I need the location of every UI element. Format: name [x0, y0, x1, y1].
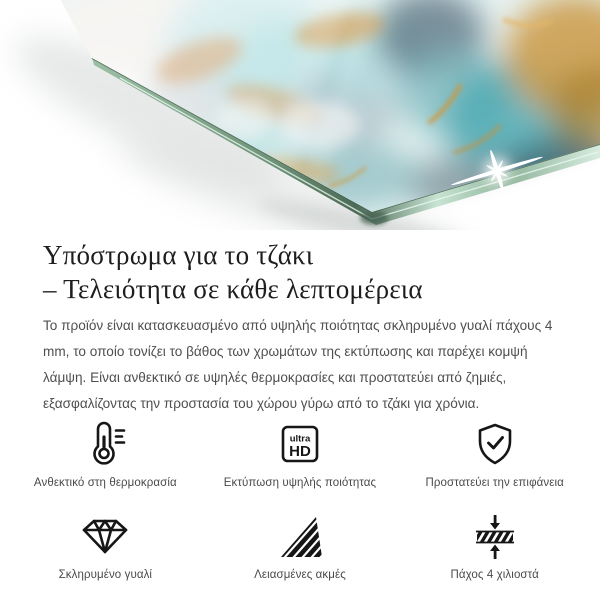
feature-label: Λειασμένες ακμές — [254, 569, 346, 581]
ultra-label: ultra — [289, 433, 311, 445]
glass-panel-illustration — [0, 0, 600, 230]
feature-tempered-glass — [8, 511, 203, 581]
thermometer-icon — [8, 419, 203, 469]
feature-temperature-resistant — [8, 419, 203, 489]
feature-label: Πάχος 4 χιλιοστά — [450, 569, 539, 581]
title-line-2: – Τελειότητα σε κάθε λεπτομέρεια — [43, 274, 423, 304]
product-description-text: Το προϊόν είναι κατασκευασμένο από υψηλής ποιότητας σκληρυμένο γυαλί πάχους 4 mm, το οποίο τονίζει το βάθος των χρωμάτων της εκτύπωσης και παρέχει κομψή λάμψη. Είναι ανθεκτικό σε υψηλές θερμοκρασίες και προστατεύει από ζημιές, εξασφαλίζοντας την προστασία του χώρου γύρω από το τζάκι για χρόνια. — [43, 318, 553, 411]
thickness-icon — [397, 511, 592, 561]
feature-ultra-hd-print — [203, 419, 398, 489]
diamond-icon — [8, 511, 203, 561]
product-photo — [0, 0, 600, 230]
title-line-1: Υπόστρωμα για το τζάκι — [43, 240, 314, 270]
ultra-hd-icon — [203, 419, 398, 469]
polished-edges-icon — [203, 511, 398, 561]
feature-polished-edges — [203, 511, 398, 581]
page-title — [43, 238, 564, 306]
feature-label: Εκτύπωση υψηλής ποιότητας — [223, 477, 377, 489]
feature-label: Ανθεκτικό στη θερμοκρασία — [33, 477, 177, 489]
feature-protects-surface — [397, 419, 592, 489]
hd-label: HD — [289, 443, 311, 460]
feature-label: Προστατεύει την επιφάνεια — [425, 477, 564, 489]
feature-grid — [8, 419, 592, 581]
description-block — [0, 238, 600, 417]
shield-check-icon — [397, 419, 592, 469]
feature-thickness-4mm — [397, 511, 592, 581]
feature-label: Σκληρυμένο γυαλί — [58, 569, 153, 581]
